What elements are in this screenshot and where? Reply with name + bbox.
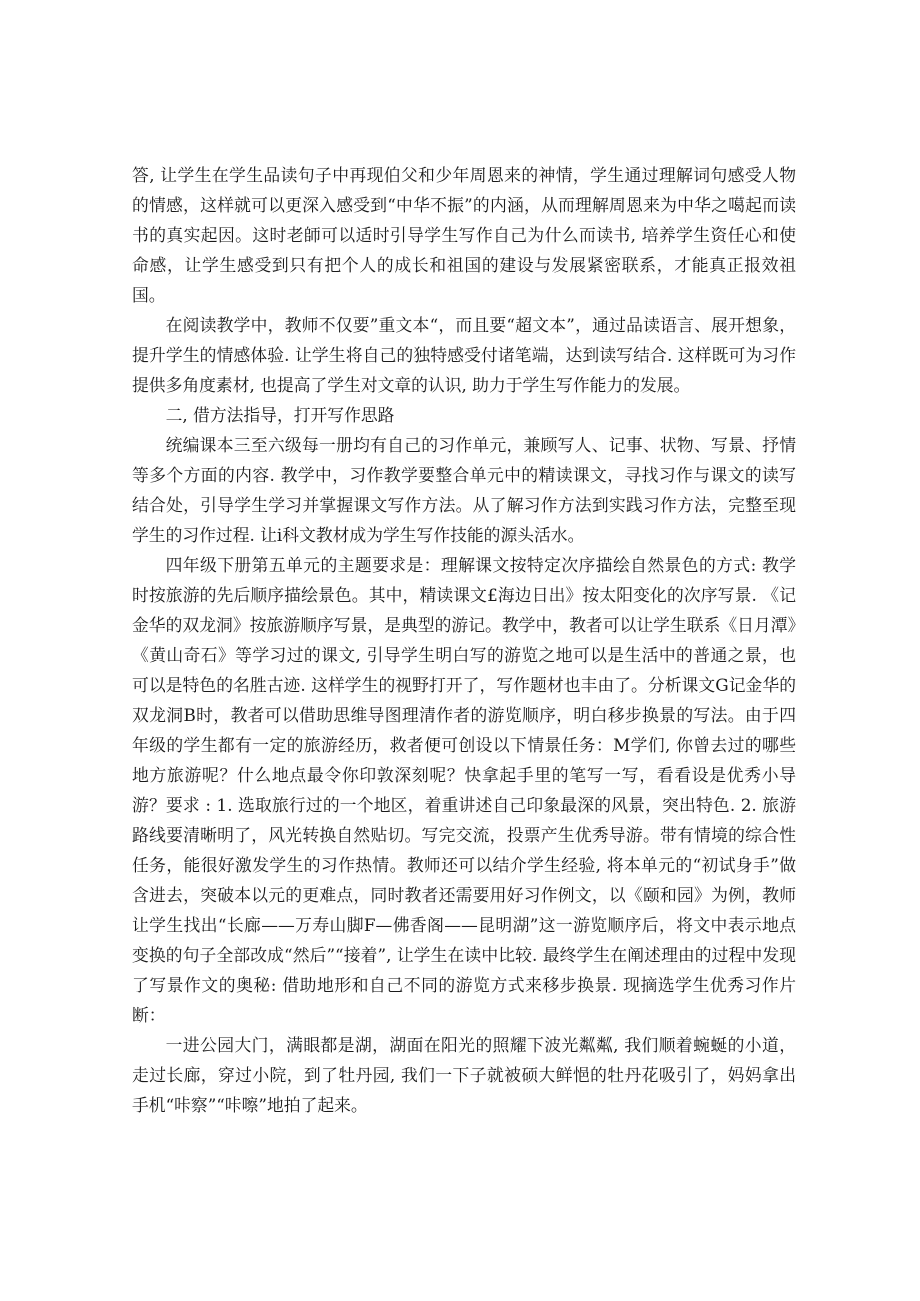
document-body [132,160,796,1120]
paragraph-reading-teaching: 在阅读教学中，教师不仅要”重文本“，而且要“超文本”，通过品读语言、展开想象，提升学生的情感体验. 让学生将自己的独特感受付诸笔端，达到读写结合. 这样既可为习作提供多角度素材, 也提高了学生对文章的认识, 助力于学生写作能力的发展。 [132,315,796,395]
paragraph-continuation: 答, 让学生在学生品读句子中再现伯父和少年周恩来的神情，学生通过理解词句感受人物的情感，这样就可以更深入感受到“中华不振”的内涵，从而理解周恩来为中华之噶起而读书的真实起因。这时老師可以适时引导学生写作自己为什么而读书, 培养学生资任心和使命感，让学生感受到只有把个人的成长和祖国的建设与发展紧密联系，才能真正报效祖国。 [132,165,796,305]
paragraph-writing-units: 统编课本三至六级每一册均有自己的习作单元，兼顾写人、记事、状物、写景、抒情等多个方面的内容. 教学中，习作教学要整合单元中的精读课文，寻找习作与课文的读写结合处，引导学生学习并掌握课文写作方法。从了解习作方法到实践习作方法，完整至现学生的习作过程. 让i科文教材成为学生写作技能的源头活水。 [132,435,796,545]
section-heading: 二, 借方法指导，打开写作思路 [165,405,395,425]
paragraph-grade-four-unit: 四年级下册第五单元的主题要求是：理解课文按特定次序描绘自然景色的方式: 教学时按旅游的先后顺序描绘景色。其中，精读课文£海边日出》按太阳变化的次序写景. 《记金华的双龙洞》按旅游顺序写景，是典型的游记。教学中，教者可以让学生联系《日月潭》《黄山奇石》等学习过的课文, 引导学生明白写的游览之地可以是生活中的普通之景，也可以是特色的名胜古迹. 这样学生的视野打开了，写作题材也丰由了。分析课文G记金华的双龙洞B时，教者可以借助思维导图理清作者的游览顺序，明白移步换景的写法。由于四年级的学生都有一定的旅游经历，救者便可创设以下情景任务：M学们, 你曾去过的哪些地方旅游呢？什么地点最令你印敦深刻呢？快拿起手里的笔写一写，看看设是优秀小导游？要求 : 1. 选取旅行过的一个地区，着重讲述自己印象最深的风景，突出特色. 2. 旅游路线要清晰明了，风光转换自然贴切。写完交流，投票产生优秀导游。带有情境的综合性任务，能很好激发学生的习作热情。教师还可以结介学生经验, 将本单元的“初试身手”做含进去，突破本以元的更难点，同时教者还需要用好习作例文，以《颐和园》为例，教师让学生找出“长廊——万寿山脚F—佛香阁——昆明湖”这一游览顺序后，将文中表示地点变换的句子全部改成“然后”“接着”, 让学生在读中比较. 最终学生在阐述理由的过程中发现了写景作文的奥秘: 借助地形和自己不同的游览方式来移步换景. 现摘选学生优秀习作片断： [132,555,796,1025]
paragraph-student-excerpt: 一进公园大门，满眼都是湖，湖面在阳光的照耀下波光粼粼, 我们顺着蜿蜒的小道，走过长廊，穿过小院，到了牡丹园, 我们一下子就被硕大鲜悒的牡丹花吸引了，妈妈拿出手机“咔察”“咔嚓”地拍了起来。 [132,1035,796,1115]
